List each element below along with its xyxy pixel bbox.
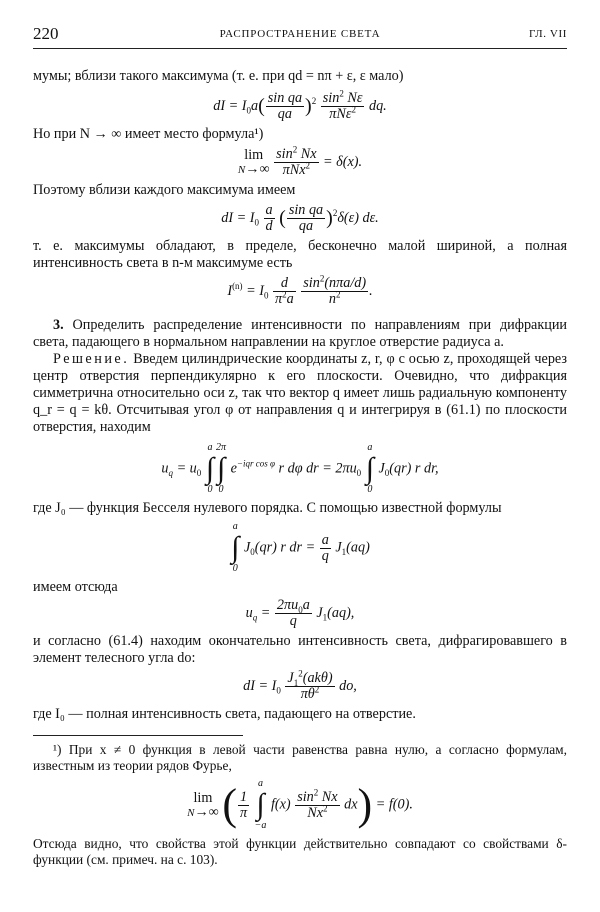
paragraph-10: где I₀ — полная интенсивность света, падающего на отверстие. [33,706,416,722]
solution-paragraph [33,351,567,436]
page-number: 220 [33,24,59,43]
paragraph-7: где J₀ — функция Бесселя нулевого порядка. С помощью известной формулы [33,500,502,516]
equation-8: dI = $I_0$ $\frac{J_1^2(ak\theta)}{\pi\theta^2}$ do, [243,668,357,702]
problem-3-text: Определить распределение интенсивности по направлениям при дифракции света, падающего в нормальном направлении на круглое отверстие радиуса a. [33,317,568,350]
equation-2: lim N→∞ $\frac{\sin^2 Nx}{\pi Nx^2}$ = δ(x). [237,144,363,178]
footnote-text-1: ¹) При x ≠ 0 функция в левой части равенства равна нулю, а согласно формулам, известным из теории рядов Фурье, [33,742,567,773]
paragraph-9: и согласно (61.4) находим окончательно интенсивность света, дифрагировавшего в элемент телесного угла do: [33,633,567,666]
equation-1: dI = $I_0a$( $\frac{\text{sin qa}}{qa}$ )$^2$ $\frac{\sin^2 N\varepsilon}{\pi N\varepsilon^2}$ dq. [213,88,387,122]
solution-lead: Решение. [53,351,130,367]
problem-3 [33,317,567,351]
running-header [33,22,567,49]
paragraph-1: мумы; вблизи такого максимума (т. е. при qd = nπ + ε, ε мало) [33,68,404,84]
chapter-label: ГЛ. VII [529,28,567,40]
equation-3: dI = $I_0$ $\frac{a}{d}$ ( $\frac{\text{sin qa}}{qa}$ )$^2$δ(ε) dε. [221,202,379,234]
paragraph-3: Поэтому вблизи каждого максимума имеем [33,182,296,198]
solution-text: Введем цилиндрические координаты z, r, φ с осью z, проходящей через центр отверстия перпендикулярно к его плоскости. Очевидно, что дифракция симметрична относительно оси z, так что вектор q имеет лишь радиальную компоненту q_r = q = kθ. Отсчитывая угол φ от направления q и интегрируя в (61.1) по плоскости отверстия, находим [33,351,568,435]
equation-4: $I^{(n)} = I_0$ $\frac{d}{\pi^2a}$ $\frac{\sin^2(n\pi a/d)}{n^2}$ . [227,273,373,307]
problem-number: 3. [53,317,64,333]
book-page [33,22,568,867]
equation-5: $u_q = u_0$ a ∫ 0 2π ∫ 0 $e^{-iqr cos \varphi}$ r dφ dr = $2\pi u_0$ a ∫ 0 $J_0(qr)$ r dr, [161,442,439,495]
equation-9: lim N→∞ ( $\frac{1}{\pi}$ a ∫ −a f(x) $\frac{\sin^2 Nx}{Nx^2}$ dx) = f(0). [187,778,413,831]
page-body [33,68,567,868]
equation-7: $u_q$ = $\frac{2\pi u_0a}{q}$ $J_1(aq)$, [245,597,355,629]
paragraph-8: имеем отсюда [33,579,118,595]
equation-6: a ∫ 0 $J_0(qr)$ r dr = $\frac{a}{q}$ $J_1(aq)$ [231,521,370,574]
footnote-text-2: Отсюда видно, что свойства этой функции действительно совпадают со свойствами δ-функции (см. примеч. на с. 103). [33,836,567,867]
paragraph-2: Но при N → ∞ имеет место формула¹) [33,126,264,142]
running-title: РАСПРОСТРАНЕНИЕ СВЕТА [219,28,381,40]
paragraph-4: т. е. максимумы обладают, в пределе, бесконечно малой шириной, а полная интенсивность света в n-м максимуме есть [33,238,567,271]
footnote-rule [33,735,243,736]
